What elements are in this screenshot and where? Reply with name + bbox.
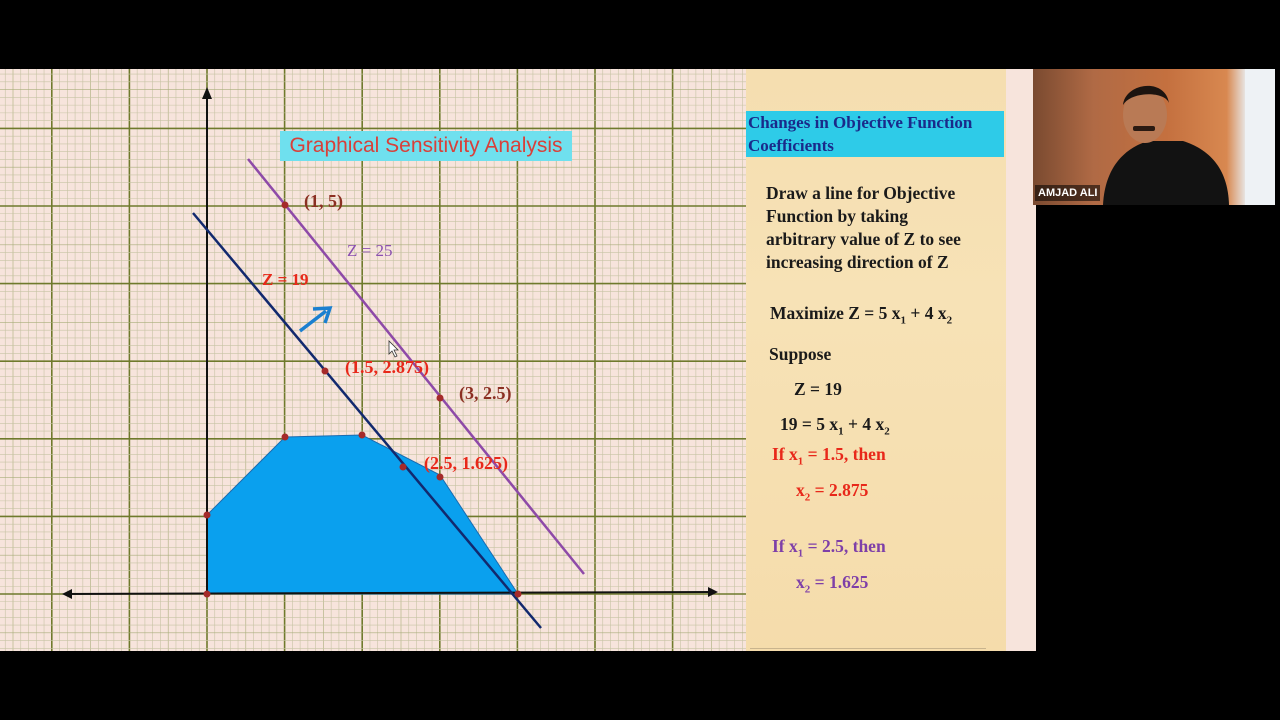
panel-divider bbox=[750, 648, 986, 649]
if-x1-1.5: If $x_1 = 1.5$, then bbox=[772, 444, 886, 468]
point-1-5 bbox=[282, 202, 289, 209]
label-point-2.5-1.625: (2.5, 1.625) bbox=[424, 453, 508, 473]
vertex-c bbox=[359, 432, 366, 439]
point-2.5-1.625 bbox=[400, 464, 407, 471]
point-1.5-2.875 bbox=[322, 368, 329, 375]
maximize-equation: Maximize Z = 5 $x_1 + 4$ $x_2$ bbox=[770, 303, 953, 327]
point-3-2.5 bbox=[437, 395, 444, 402]
x-axis-arrow-left bbox=[62, 589, 72, 599]
equation-19: 19 = 5 $x_1 + 4$ $x_2$ bbox=[780, 414, 890, 438]
panel-heading: Changes in Objective Function Coefficients bbox=[746, 111, 1004, 157]
if-x1-2.5: If $x_1 = 2.5$, then bbox=[772, 536, 886, 560]
y-axis-arrow bbox=[202, 87, 212, 99]
vertex-origin bbox=[204, 591, 211, 598]
suppose-label: Suppose bbox=[769, 344, 832, 364]
graph-area bbox=[0, 69, 746, 651]
intro-line-2: Function by taking bbox=[766, 206, 908, 226]
increase-arrow-shaft bbox=[300, 311, 326, 331]
slide bbox=[0, 69, 1036, 651]
label-point-3-2.5: (3, 2.5) bbox=[459, 383, 512, 403]
participant-video-tile[interactable] bbox=[1033, 69, 1275, 205]
intro-line-1: Draw a line for Objective bbox=[766, 183, 956, 203]
x-axis-arrow-right bbox=[708, 587, 718, 597]
vertex-a bbox=[204, 512, 211, 519]
label-z19: Z = 19 bbox=[262, 270, 309, 289]
explanation-panel bbox=[746, 69, 1006, 651]
intro-line-3: arbitrary value of Z to see bbox=[766, 229, 961, 249]
z-equals-19: Z = 19 bbox=[794, 379, 842, 399]
intro-line-4: increasing direction of Z bbox=[766, 252, 949, 272]
vertex-e bbox=[515, 591, 522, 598]
slide-right-margin bbox=[1006, 69, 1036, 651]
graph-title: Graphical Sensitivity Analysis bbox=[280, 131, 572, 161]
then-x2-1.625: $x_2 = 1.625$ bbox=[796, 572, 869, 596]
label-point-1.5-2.875: (1.5, 2.875) bbox=[345, 357, 429, 377]
background-window bbox=[1245, 69, 1275, 205]
participant-name: AMJAD ALI bbox=[1035, 185, 1100, 201]
label-z25: Z = 25 bbox=[347, 241, 393, 260]
label-point-1-5: (1, 5) bbox=[304, 191, 343, 211]
vertex-d bbox=[437, 474, 444, 481]
then-x2-2.875: $x_2 = 2.875$ bbox=[796, 480, 869, 504]
vertex-b bbox=[282, 434, 289, 441]
